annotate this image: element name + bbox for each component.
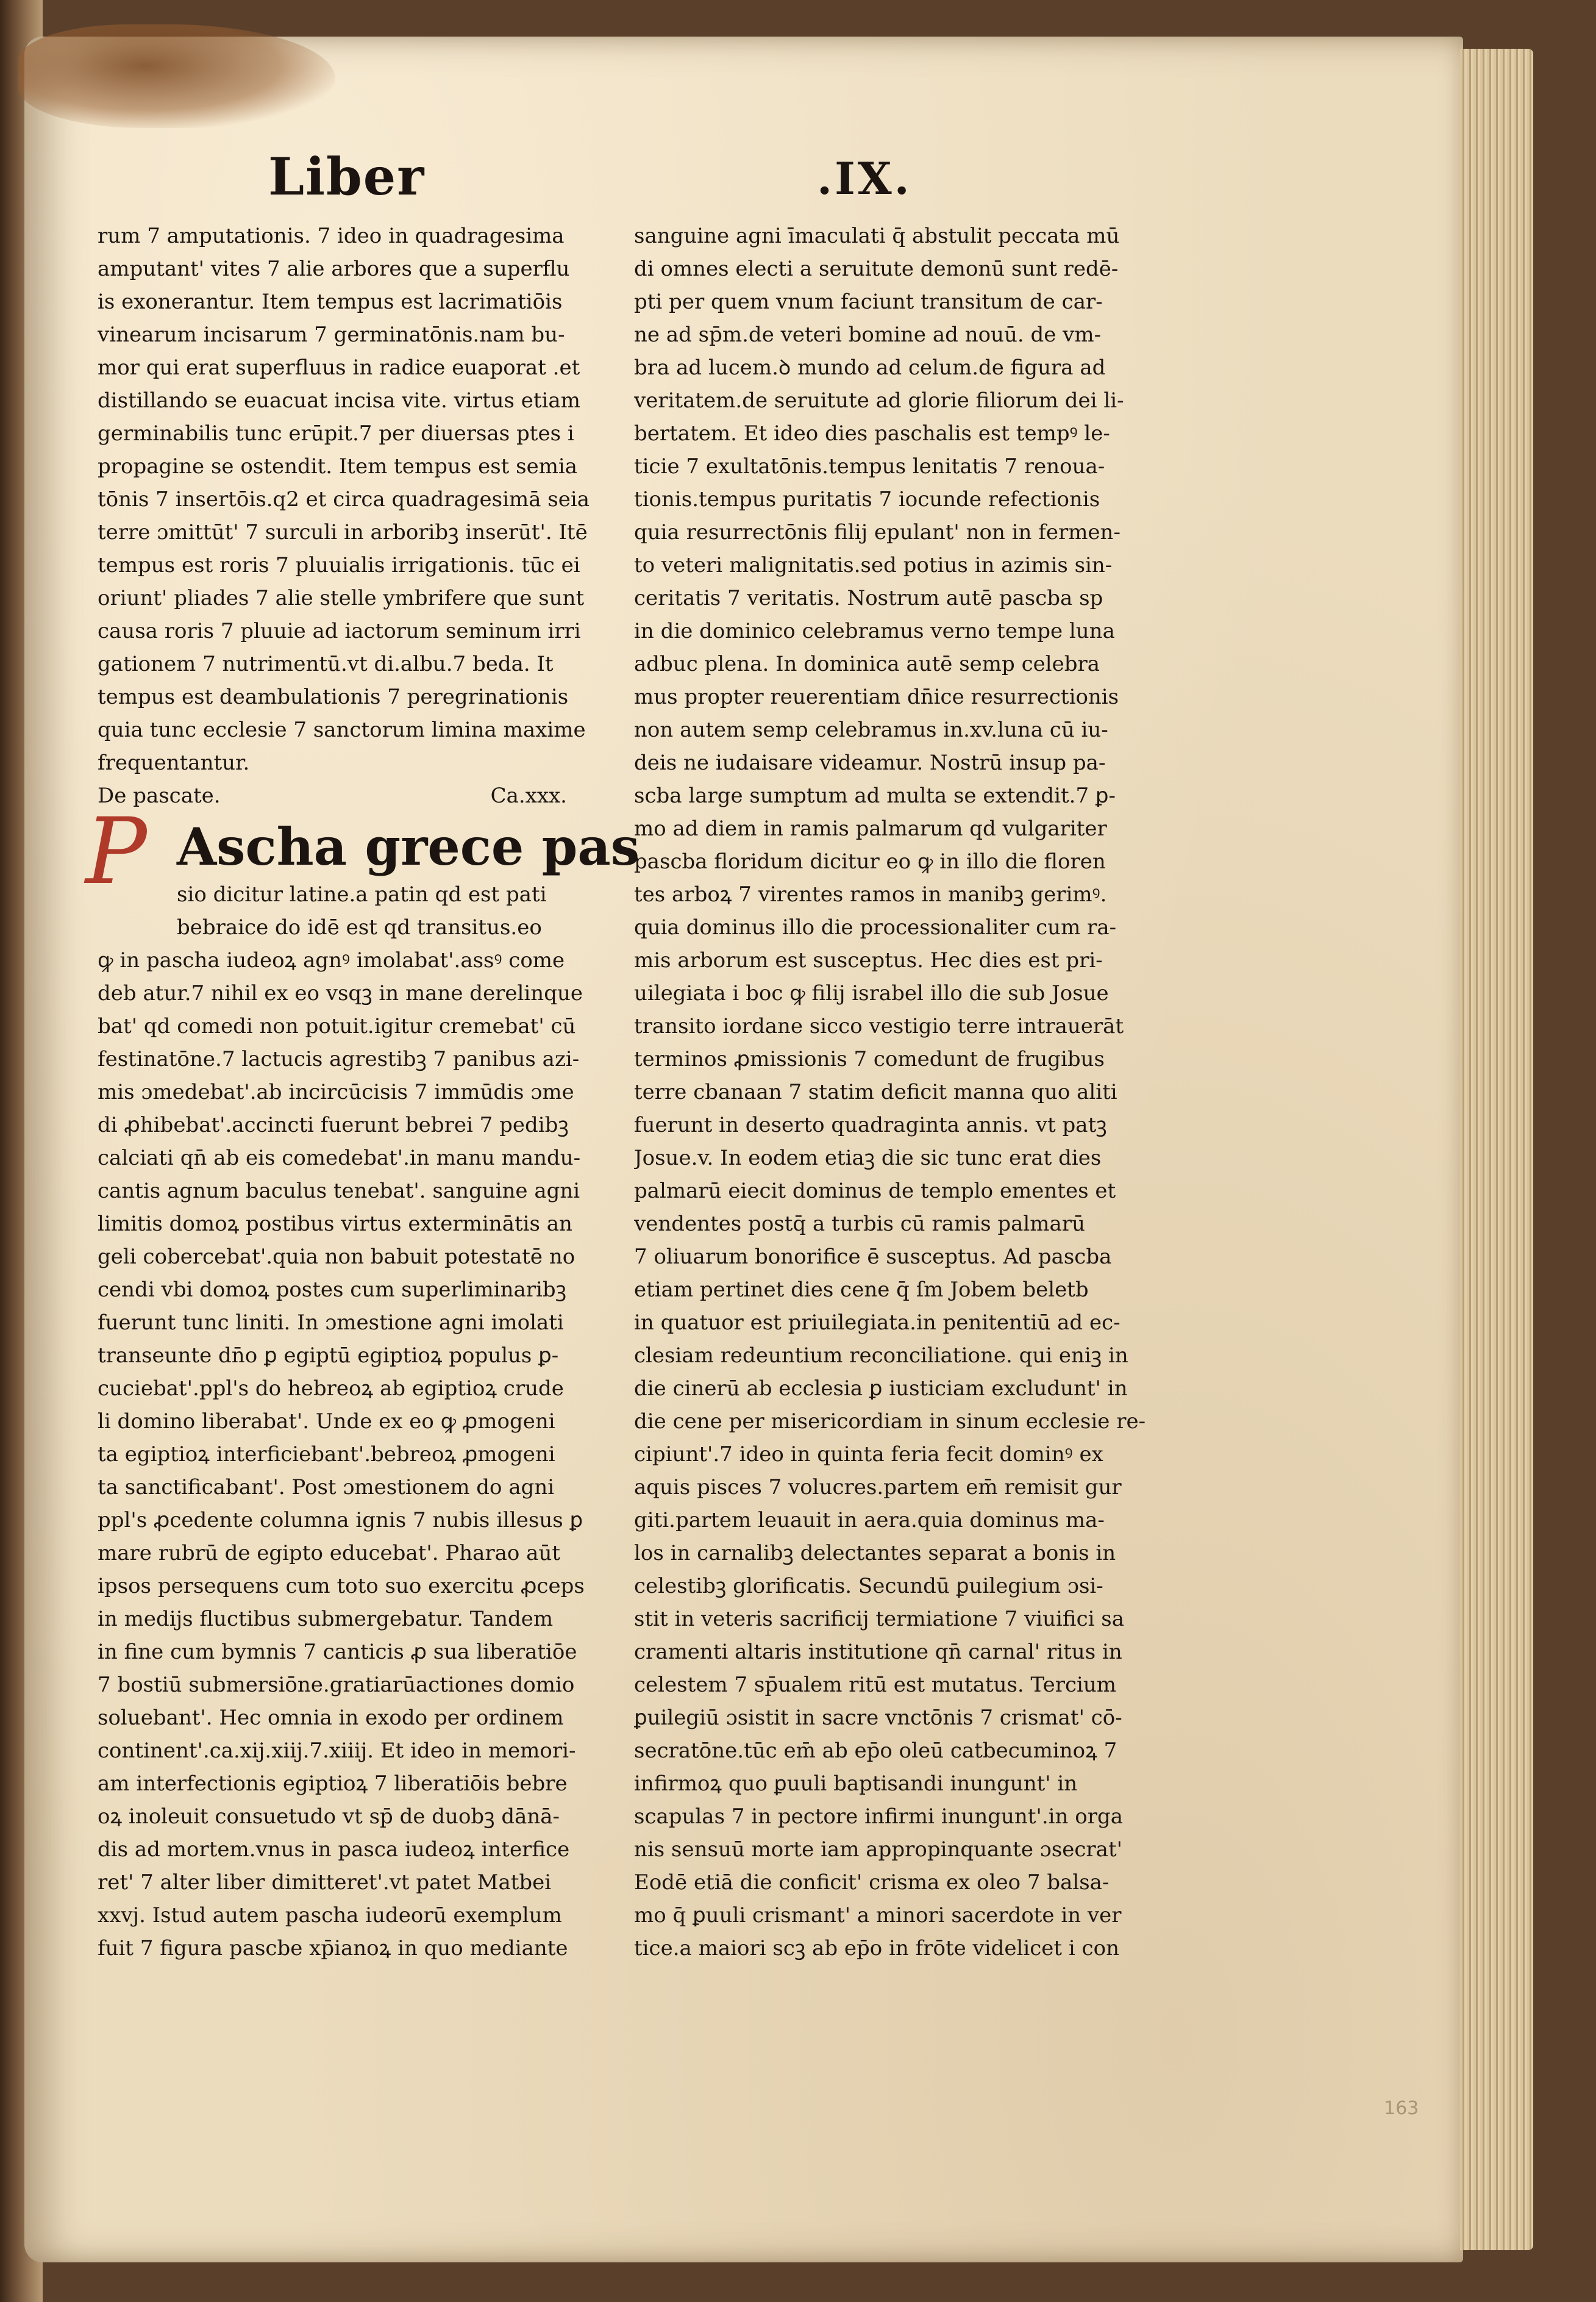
text-line: festinatōne.7 lactucis agrestibꝫ 7 panibus azi- xyxy=(98,1047,580,1071)
water-stain xyxy=(18,24,335,128)
text-line: rum 7 amputationis. 7 ideo in quadragesima xyxy=(98,224,565,248)
text-line: ipsos persequens cum toto suo exercitu ꝓceps xyxy=(98,1574,585,1598)
text-line: in fine cum bymnis 7 canticis ꝓ sua liberatiōe xyxy=(98,1640,577,1664)
text-line: am interfectionis egiptioꝝ 7 liberatiōis bebre xyxy=(98,1771,568,1796)
text-line: ticie 7 exultatōnis.tempus lenitatis 7 renoua- xyxy=(634,454,1105,479)
text-line: calciati qn̄ ab eis comedebat'.in manu mandu- xyxy=(98,1146,581,1170)
text-line: propagine se ostendit. Item tempus est semia xyxy=(98,454,578,479)
left-column-top-text xyxy=(98,220,604,779)
text-line: transito iordane sicco vestigio terre intrauerāt xyxy=(634,1014,1124,1038)
text-line: quia tunc ecclesie 7 sanctorum limina maxime xyxy=(98,718,586,742)
chapter-number: Ca.xxx. xyxy=(490,784,567,808)
text-line: xxvj. Istud autem pascha iudeorū exemplum xyxy=(98,1903,562,1928)
text-line: ta egiptioꝝ interficiebant'.bebreoꝝ ꝓmogeni xyxy=(98,1442,555,1467)
text-line: oꝝ inoleuit consuetudo vt sp̄ de duobꝫ dānā- xyxy=(98,1804,560,1829)
text-line: in die dominico celebramus verno tempe luna xyxy=(634,619,1115,643)
chapter-title: De pascate. xyxy=(98,784,221,808)
text-line: bra ad lucem.ꝺ mundo ad celum.de figura ad xyxy=(634,356,1106,380)
text-line: terre cbanaan 7 statim deficit manna quo aliti xyxy=(634,1080,1117,1104)
text-line: terminos ꝓmissionis 7 comedunt de frugibus xyxy=(634,1047,1105,1071)
text-line: ne ad sp̄m.de veteri bomine ad nouū. de vm- xyxy=(634,323,1102,347)
text-line: die cene per misericordiam in sinum ecclesie re- xyxy=(634,1409,1146,1434)
text-line: 7 bostiū submersiōne.gratiarūactiones domio xyxy=(98,1673,575,1697)
text-line: non autem semp celebramus in.xv.luna cū iu- xyxy=(634,718,1108,742)
text-line: ret' 7 alter liber dimitteret'.vt patet Matbei xyxy=(98,1870,552,1895)
text-line: clesiam redeuntium reconciliatione. qui eniꝫ in xyxy=(634,1343,1128,1368)
text-line: Josue.v. In eodem etiaꝫ die sic tunc erat dies xyxy=(634,1146,1102,1170)
text-line: die cinerū ab ecclesia ꝑ iusticiam excludunt' in xyxy=(634,1376,1128,1401)
text-line: celestibꝫ glorificatis. Secundū ꝑuilegium ɔsi- xyxy=(634,1574,1103,1598)
text-line: cramenti altaris institutione qn̄ carnal' ritus in xyxy=(634,1640,1122,1664)
text-line: nis sensuū morte iam appropinquante ɔsecrat' xyxy=(634,1837,1122,1862)
text-line: secratōne.tūc em̄ ab ep̄o oleū catbecuminoꝝ 7 xyxy=(634,1739,1117,1763)
text-line: ꝑuilegiū ɔsistit in sacre vnctōnis 7 crismat' cō- xyxy=(634,1706,1122,1730)
text-line: aquis pisces 7 volucres.partem em̄ remisit gur xyxy=(634,1475,1122,1500)
text-line: ceritatis 7 veritatis. Nostrum autē pascba sp xyxy=(634,586,1103,610)
text-line: sio dicitur latine.a patin qd est pati xyxy=(177,882,547,907)
text-line: soluebant'. Hec omnia in exodo per ordinem xyxy=(98,1706,564,1730)
text-line: quia resurrectōnis filij epulant' non in fermen- xyxy=(634,520,1120,545)
page-stack-edges xyxy=(1460,49,1533,2250)
text-line: oriunt' pliades 7 alie stelle ymbrifere que sunt xyxy=(98,586,585,610)
text-line: fuerunt tunc liniti. In ɔmestione agni imolati xyxy=(98,1310,564,1335)
text-line: tempus est roris 7 pluuialis irrigationis. tūc ei xyxy=(98,553,580,577)
text-line: Eodē etiā die conficit' crisma ex oleo 7 balsa- xyxy=(634,1870,1110,1895)
text-line: cipiunt'.7 ideo in quinta feria fecit dominꝰ ex xyxy=(634,1442,1103,1467)
text-line: frequentantur. xyxy=(98,751,250,775)
text-line: gationem 7 nutrimentū.vt di.albu.7 beda. It xyxy=(98,652,554,676)
text-line: vinearum incisarum 7 germinatōnis.nam bu- xyxy=(98,323,565,347)
text-line: mare rubrū de egipto educebat'. Pharao aūt xyxy=(98,1541,561,1565)
text-line: cuciebat'.ppl's do hebreoꝝ ab egiptioꝝ crude xyxy=(98,1376,564,1401)
text-line: ꝙ in pascha iudeoꝝ agnꝰ imolabat'.assꝰ come xyxy=(98,948,565,973)
text-line: germinabilis tunc erūpit.7 per diuersas ptes i xyxy=(98,421,574,446)
folio-pencil-note: 163 xyxy=(1384,2098,1419,2119)
text-line: limitis domoꝝ postibus virtus exterminātis an xyxy=(98,1212,572,1236)
text-line: in quatuor est priuilegiata.in penitentiū ad ec- xyxy=(634,1310,1120,1335)
text-line: transeunte dn̄o ꝑ egiptū egiptioꝝ populus ꝑ- xyxy=(98,1343,559,1368)
text-line: veritatem.de seruitute ad glorie filiorum dei li- xyxy=(634,388,1124,413)
text-line: ta sanctificabant'. Post ɔmestionem do agni xyxy=(98,1475,555,1500)
text-line: giti.partem leuauit in aera.quia dominus ma- xyxy=(634,1508,1105,1532)
text-line: celestem 7 sp̄ualem ritū est mutatus. Tercium xyxy=(634,1673,1116,1697)
text-line: scba large sumptum ad multa se extendit.7 ꝑ- xyxy=(634,784,1116,808)
text-line: pti per quem vnum faciunt transitum de car- xyxy=(634,290,1103,314)
text-line: sanguine agni īmaculati q̄ abstulit peccata mū xyxy=(634,224,1120,248)
opening-words: Ascha grece pas xyxy=(177,817,640,877)
text-line: vendentes postq̄ a turbis cū ramis palmarū xyxy=(634,1212,1085,1236)
text-line: mo q̄ ꝑuuli crismant' a minori sacerdote in ver xyxy=(634,1903,1122,1928)
text-line: mus propter reuerentiam dn̄ice resurrectionis xyxy=(634,685,1119,709)
text-line: in medijs fluctibus submergebatur. Tandem xyxy=(98,1607,554,1631)
text-line: tice.a maiori scꝫ ab ep̄o in frōte videlicet i con xyxy=(634,1936,1119,1961)
right-column-text xyxy=(634,220,1158,1965)
left-column-body-text xyxy=(98,944,604,1965)
text-line: adbuc plena. In dominica autē semp celebra xyxy=(634,652,1100,676)
text-line: geli cobercebat'.quia non babuit potestatē no xyxy=(98,1245,575,1269)
text-line: is exonerantur. Item tempus est lacrimatiōis xyxy=(98,290,563,314)
text-line: tes arboꝝ 7 virentes ramos in manibꝫ gerimꝰ. xyxy=(634,882,1107,907)
text-line: tionis.tempus puritatis 7 iocunde refectionis xyxy=(634,487,1100,512)
text-line: stit in veteris sacrificij termiatione 7 viuifici sa xyxy=(634,1607,1125,1631)
left-column xyxy=(85,220,640,1965)
text-line: infirmoꝝ quo ꝑuuli baptisandi inungunt' in xyxy=(634,1771,1078,1796)
text-line: amputant' vites 7 alie arbores que a superflu xyxy=(98,257,570,281)
text-line: scapulas 7 in pectore infirmi inungunt'.in orga xyxy=(634,1804,1123,1829)
text-line: to veteri malignitatis.sed potius in azimis sin- xyxy=(634,553,1113,577)
chapter-heading xyxy=(98,779,604,812)
text-line: etiam pertinet dies cene q̄ ſm Jobem beletb xyxy=(634,1278,1089,1302)
text-line: mis arborum est susceptus. Hec dies est pri- xyxy=(634,948,1103,973)
text-line: fuit 7 figura pascbe xp̄ianoꝝ in quo mediante xyxy=(98,1936,568,1961)
text-line: pascba floridum dicitur eo ꝙ in illo die floren xyxy=(634,849,1106,874)
text-line: mis ɔmedebat'.ab incircūcisis 7 immūdis ɔme xyxy=(98,1080,574,1104)
text-line: 7 oliuarum bonorifice ē susceptus. Ad pascba xyxy=(634,1245,1112,1269)
text-line: di omnes electi a seruitute demonū sunt redē- xyxy=(634,257,1119,281)
text-line: tōnis 7 insertōis.q2 et circa quadragesimā seia xyxy=(98,487,590,512)
text-line: ppl's ꝓcedente columna ignis 7 nubis illesus ꝑ xyxy=(98,1508,583,1532)
running-head-left: Liber xyxy=(268,146,426,207)
text-line: deb atur.7 nihil ex eo vsqꝫ in mane derelinque xyxy=(98,981,583,1006)
text-line: deis ne iudaisare videamur. Nostrū insup pa- xyxy=(634,751,1106,775)
right-column xyxy=(634,220,1158,1965)
text-line: cendi vbi domoꝝ postes cum superliminaribꝫ xyxy=(98,1278,567,1302)
text-line: uilegiata i boc ꝙ filij israbel illo die sub Josue xyxy=(634,981,1109,1006)
text-line: terre ɔmittūt' 7 surculi in arboribꝫ inserūt'. Itē xyxy=(98,520,588,545)
text-line: di ꝓhibebat'.accincti fuerunt bebrei 7 pedibꝫ xyxy=(98,1113,569,1137)
text-line: causa roris 7 pluuie ad iactorum seminum irri xyxy=(98,619,581,643)
text-line: los in carnalibꝫ delectantes separat a bonis in xyxy=(634,1541,1116,1565)
text-line: bat' qd comedi non potuit.igitur cremebat' cū xyxy=(98,1014,576,1038)
text-line: li domino liberabat'. Unde ex eo ꝙ ꝓmogeni xyxy=(98,1409,555,1434)
text-line: palmarū eiecit dominus de templo ementes et xyxy=(634,1179,1116,1203)
text-line: bebraice do idē est qd transitus.eo xyxy=(177,915,542,940)
text-line: bertatem. Et ideo dies paschalis est tempꝰ le- xyxy=(634,421,1110,446)
text-line: quia dominus illo die processionaliter cum ra- xyxy=(634,915,1117,940)
text-line: mo ad diem in ramis palmarum qd vulgariter xyxy=(634,817,1107,841)
text-line: fuerunt in deserto quadraginta annis. vt patꝫ xyxy=(634,1113,1107,1137)
opening-lines xyxy=(98,878,604,944)
decorated-initial: P xyxy=(85,799,147,905)
text-line: dis ad mortem.vnus in pasca iudeoꝝ interfice xyxy=(98,1837,570,1862)
text-line: tempus est deambulationis 7 peregrinationis xyxy=(98,685,569,709)
text-line: continent'.ca.xij.xiij.7.xiiij. Et ideo in memori- xyxy=(98,1739,576,1763)
text-line: distillando se euacuat incisa vite. virtus etiam xyxy=(98,388,580,413)
running-head-right: .IX. xyxy=(817,152,912,204)
text-line: cantis agnum baculus tenebat'. sanguine agni xyxy=(98,1179,580,1203)
text-line: mor qui erat superfluus in radice euaporat .et xyxy=(98,356,580,380)
